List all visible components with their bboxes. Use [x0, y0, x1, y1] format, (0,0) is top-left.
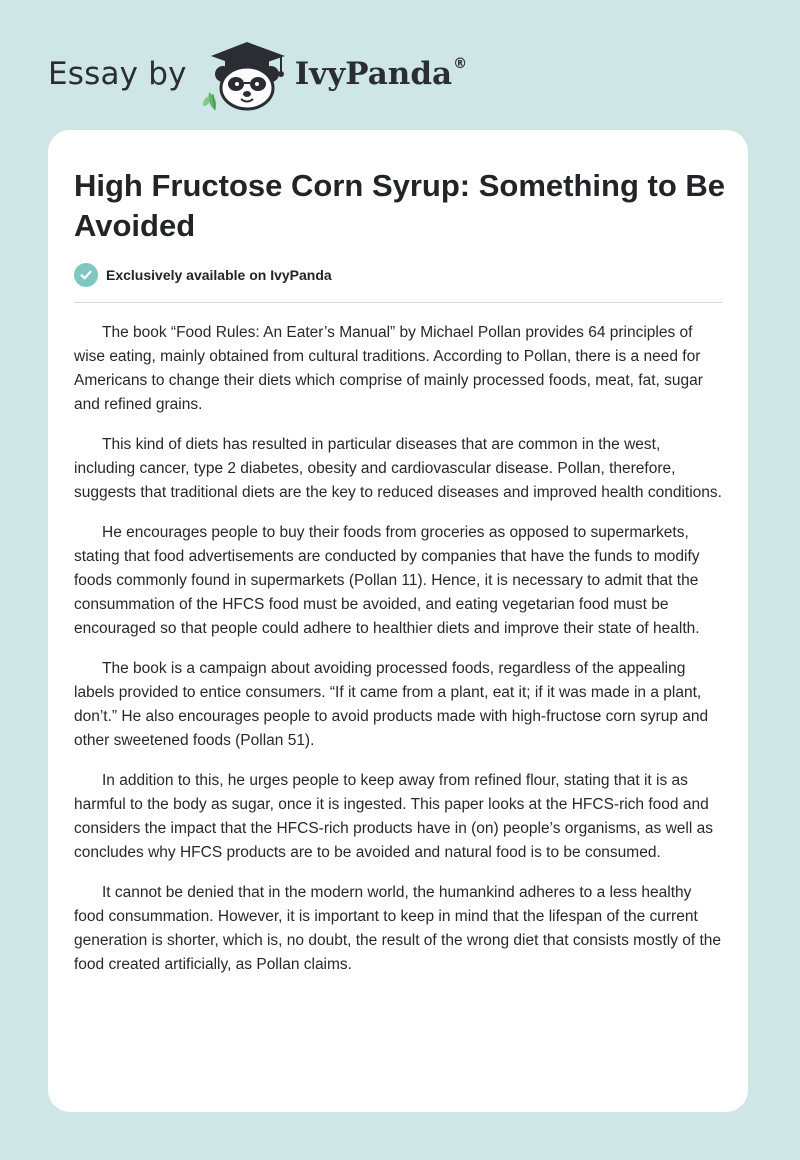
- essay-body: [74, 321, 724, 993]
- check-circle-icon: [74, 263, 98, 287]
- paragraph: He encourages people to buy their foods from groceries as opposed to supermarkets, stating that food advertisements are conducted by companies that have the funds to modify foods commonly found in supermarkets (Pollan 11). Hence, it is necessary to admit that the consummation of the HFCS food must be avoided, and eating vegetarian food must be encouraged so that people could adhere to healthier diets and improve their state of health.: [74, 524, 700, 637]
- paragraph: This kind of diets has resulted in particular diseases that are common in the west, including cancer, type 2 diabetes, obesity and cardiovascular disease. Pollan, therefore, suggests that traditional diets are the key to reduced diseases and improved health conditions.: [74, 436, 722, 501]
- brand-name[interactable]: IvyPanda®: [294, 56, 468, 92]
- essay-card: [48, 130, 748, 1112]
- exclusive-badge: [74, 263, 332, 287]
- paragraph: The book “Food Rules: An Eater’s Manual” by Michael Pollan provides 64 principles of wise eating, mainly obtained from cultural traditions. According to Pollan, there is a need for Americans to change their diets which comprise of mainly processed foods, meat, fat, sugar and refined grains.: [74, 324, 703, 413]
- paragraph: It cannot be denied that in the modern world, the humankind adheres to a less healthy food consummation. However, it is important to keep in mind that the lifespan of the current generation is shorter, which is, no doubt, the result of the wrong diet that consists mostly of the food created artificially, as Pollan claims.: [74, 884, 722, 973]
- essay-by-label: Essay by: [48, 56, 187, 92]
- essay-title: High Fructose Corn Syrup: Something to Be Avoided: [74, 168, 726, 243]
- registered-mark: ®: [453, 56, 468, 72]
- paragraph: The book is a campaign about avoiding processed foods, regardless of the appealing labels provided to entice consumers. “If it came from a plant, eat it; if it was made in a plant, don’t.” He also encourages people to avoid products made with high-fructose corn syrup and other sweetened foods (Pollan 51).: [74, 660, 709, 749]
- exclusive-text: Exclusively available on IvyPanda: [106, 267, 332, 283]
- divider: [74, 302, 722, 303]
- paragraph: In addition to this, he urges people to keep away from refined flour, stating that it is as harmful to the body as sugar, once it is ingested. This paper looks at the HFCS-rich food and considers the impact that the HFCS-rich products have in (on) people’s organisms, as well as concludes why HFCS products are to be avoided and natural food is to be consumed.: [74, 772, 713, 861]
- panda-logo-icon[interactable]: [201, 36, 293, 112]
- site-header: [48, 36, 467, 112]
